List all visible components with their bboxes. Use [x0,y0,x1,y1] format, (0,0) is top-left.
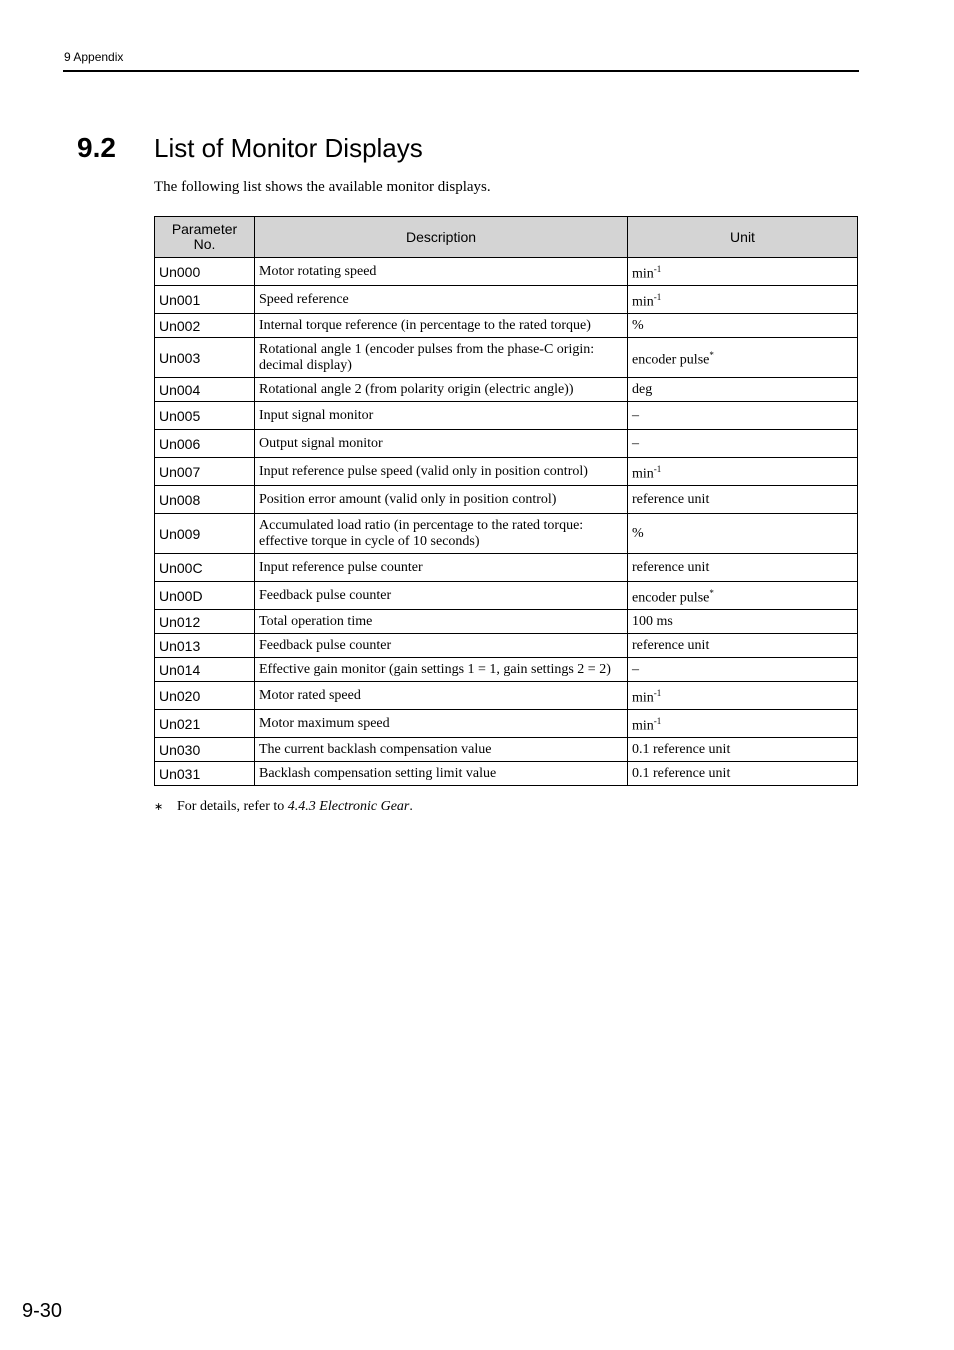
parameter-cell: Un014 [155,658,255,682]
parameter-cell: Un003 [155,338,255,378]
unit-text: reference unit [632,491,710,507]
header-rule [63,70,859,72]
unit-superscript: -1 [653,463,662,474]
description-cell: Internal torque reference (in percentage to the rated torque) [255,314,628,338]
table-row [155,458,858,486]
unit-text: 0.1 reference unit [632,765,731,781]
parameter-cell: Un002 [155,314,255,338]
unit-text: 100 ms [632,613,673,629]
description-cell: Output signal monitor [255,430,628,458]
footnote-end: . [409,799,413,814]
unit-text: min [632,266,654,282]
column-header-unit: Unit [628,217,858,258]
parameter-cell: Un004 [155,378,255,402]
unit-text: reference unit [632,637,710,653]
description-cell: Feedback pulse counter [255,634,628,658]
parameter-cell: Un009 [155,514,255,554]
unit-cell [628,610,858,634]
footnote [177,799,413,815]
parameter-cell: Un006 [155,430,255,458]
description-cell: Speed reference [255,286,628,314]
table-row [155,378,858,402]
parameter-cell: Un007 [155,458,255,486]
description-cell: Motor rotating speed [255,258,628,286]
unit-superscript: -1 [653,263,662,274]
unit-cell [628,514,858,554]
unit-cell [628,710,858,738]
table-row [155,402,858,430]
unit-text: reference unit [632,559,710,575]
table-row [155,286,858,314]
footnote-text: For details, refer to [177,799,288,814]
description-cell: Rotational angle 1 (encoder pulses from the phase-C origin: decimal display) [255,338,628,378]
monitor-display-table [154,216,858,786]
unit-superscript: -1 [653,715,662,726]
table-row [155,514,858,554]
unit-text: min [632,690,654,706]
unit-text: min [632,466,654,482]
page-number: 9-30 [22,1300,63,1322]
parameter-cell: Un020 [155,682,255,710]
parameter-cell: Un00C [155,554,255,582]
unit-superscript: -1 [653,291,662,302]
table-row [155,338,858,378]
parameter-cell: Un008 [155,486,255,514]
unit-text: % [632,317,644,333]
unit-cell [628,338,858,378]
unit-cell [628,658,858,682]
footnote-mark: ∗ [154,801,164,813]
description-cell: Feedback pulse counter [255,582,628,610]
unit-text: encoder pulse [632,352,710,368]
column-header-parameter: Parameter No. [155,217,255,258]
unit-superscript: * [709,587,714,598]
table-row [155,430,858,458]
unit-cell [628,378,858,402]
parameter-cell: Un000 [155,258,255,286]
unit-text: – [632,407,639,423]
table-row [155,554,858,582]
table-header-row [155,217,858,258]
parameter-cell: Un021 [155,710,255,738]
unit-text: 0.1 reference unit [632,741,731,757]
unit-text: – [632,661,639,677]
table-row [155,682,858,710]
parameter-cell: Un013 [155,634,255,658]
parameter-cell: Un005 [155,402,255,430]
intro-text: The following list shows the available monitor displays. [154,179,491,195]
table-row [155,258,858,286]
unit-text: min [632,718,654,734]
unit-cell [628,634,858,658]
description-cell: Input signal monitor [255,402,628,430]
description-cell: Input reference pulse speed (valid only in position control) [255,458,628,486]
table-body [155,258,858,786]
description-cell: Total operation time [255,610,628,634]
table-row [155,634,858,658]
unit-text: – [632,435,639,451]
section-title: List of Monitor Displays [154,133,423,163]
unit-cell [628,458,858,486]
unit-cell [628,430,858,458]
description-cell: Input reference pulse counter [255,554,628,582]
table-row [155,762,858,786]
unit-cell [628,762,858,786]
unit-text: encoder pulse [632,590,710,606]
unit-text: min [632,294,654,310]
column-header-description: Description [255,217,628,258]
running-header: 9 Appendix [64,50,124,64]
unit-cell [628,402,858,430]
unit-text: deg [632,381,653,397]
unit-cell [628,314,858,338]
unit-cell [628,286,858,314]
description-cell: Motor maximum speed [255,710,628,738]
parameter-cell: Un030 [155,738,255,762]
description-cell: Position error amount (valid only in position control) [255,486,628,514]
table-row [155,610,858,634]
section-number: 9.2 [77,132,116,163]
parameter-cell: Un031 [155,762,255,786]
table-row [155,738,858,762]
description-cell: The current backlash compensation value [255,738,628,762]
unit-superscript: -1 [653,687,662,698]
unit-cell [628,682,858,710]
table-row [155,658,858,682]
table-row [155,710,858,738]
unit-cell [628,738,858,762]
unit-cell [628,554,858,582]
footnote-reference: 4.4.3 Electronic Gear [287,799,410,814]
parameter-cell: Un00D [155,582,255,610]
description-cell: Backlash compensation setting limit value [255,762,628,786]
table-row [155,582,858,610]
description-cell: Motor rated speed [255,682,628,710]
parameter-cell: Un001 [155,286,255,314]
unit-cell [628,258,858,286]
description-cell: Accumulated load ratio (in percentage to the rated torque: effective torque in cycle of 10 seconds) [255,514,628,554]
unit-superscript: * [709,349,714,360]
table-row [155,486,858,514]
unit-cell [628,582,858,610]
unit-text: % [632,525,644,541]
description-cell: Effective gain monitor (gain settings 1 = 1, gain settings 2 = 2) [255,658,628,682]
table-row [155,314,858,338]
parameter-cell: Un012 [155,610,255,634]
description-cell: Rotational angle 2 (from polarity origin (electric angle)) [255,378,628,402]
unit-cell [628,486,858,514]
